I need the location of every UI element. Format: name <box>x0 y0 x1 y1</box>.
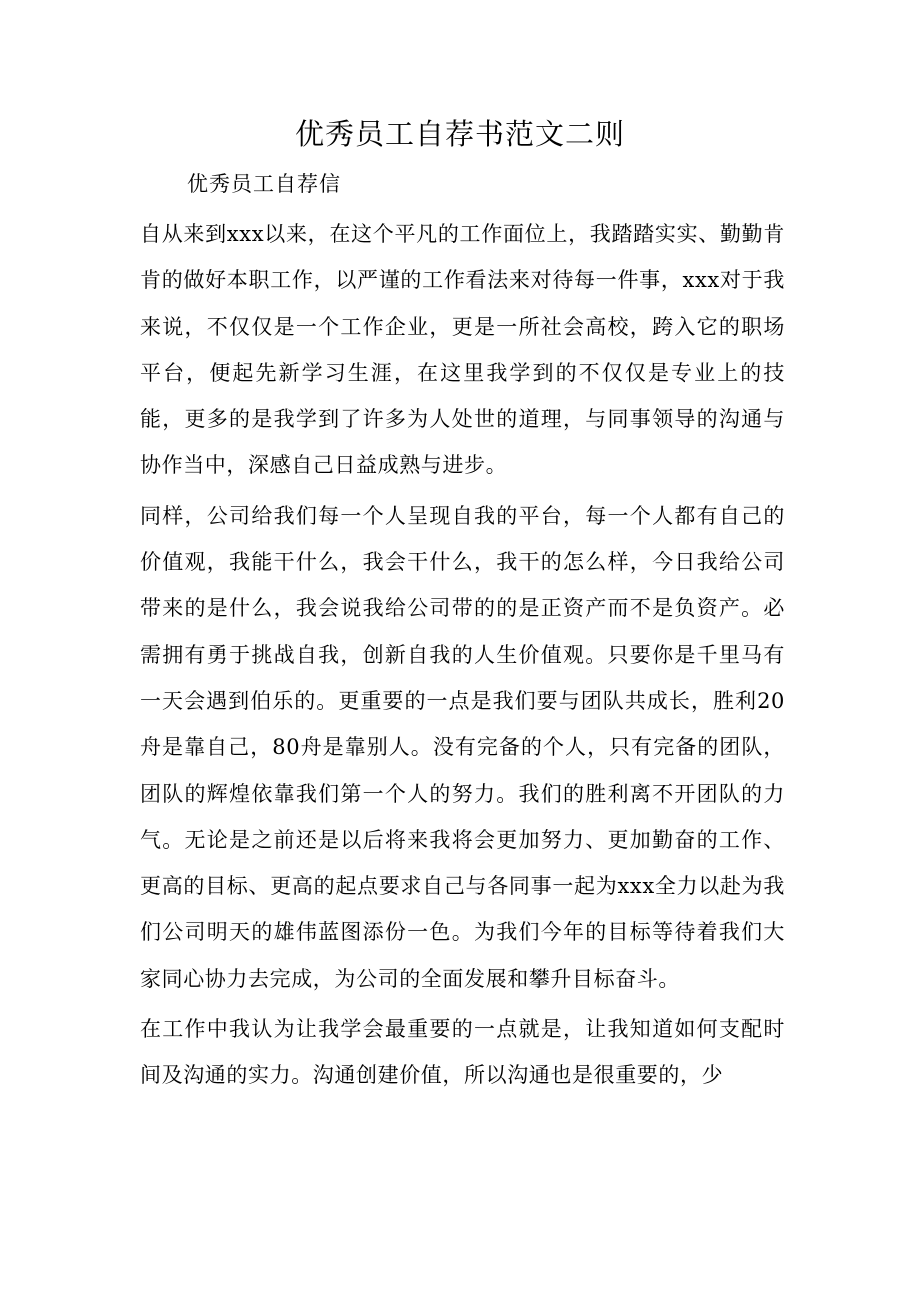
paragraph-1: 自从来到xxx以来，在这个平凡的工作面位上，我踏踏实实、勤勤肯肯的做好本职工作，以严谨的工作看法来对待每一件事，xxx对于我来说，不仅仅是一个工作企业，更是一所社会高校，跨入它的职场平台，便起先新学习生涯，在这里我学到的不仅仅是专业上的技能，更多的是我学到了许多为人处世的道理，与同事领导的沟通与协作当中，深感自己日益成熟与进步。 <box>140 222 785 478</box>
paragraph-3: 在工作中我认为让我学会最重要的一点就是，让我知道如何支配时间及沟通的实力。沟通创建价值，所以沟通也是很重要的，少 <box>140 1017 785 1088</box>
document-subtitle: 优秀员工自荐信 <box>187 172 341 196</box>
document-body <box>140 211 785 1103</box>
document-title: 优秀员工自荐书范文二则 <box>294 117 625 151</box>
paragraph-2: 同样，公司给我们每一个人呈现自我的平台，每一个人都有自己的价值观，我能干什么，我会干什么，我干的怎么样，今日我给公司带来的是什么，我会说我给公司带的的是正资产而不是负资产。必需拥有勇于挑战自我，创新自我的人生价值观。只要你是千里马有一天会遇到伯乐的。更重要的一点是我们要与团队共成长，胜利20舟是靠自己，80舟是靠别人。没有完备的个人，只有完备的团队，团队的辉煌依靠我们第一个人的努力。我们的胜利离不开团队的力气。无论是之前还是以后将来我将会更加努力、更加勤奋的工作、更高的目标、更高的起点要求自己与各同事一起为xxx全力以赴为我们公司明天的雄伟蓝图添份一色。为我们今年的目标等待着我们大家同心协力去完成，为公司的全面发展和攀升目标奋斗。 <box>140 503 785 991</box>
